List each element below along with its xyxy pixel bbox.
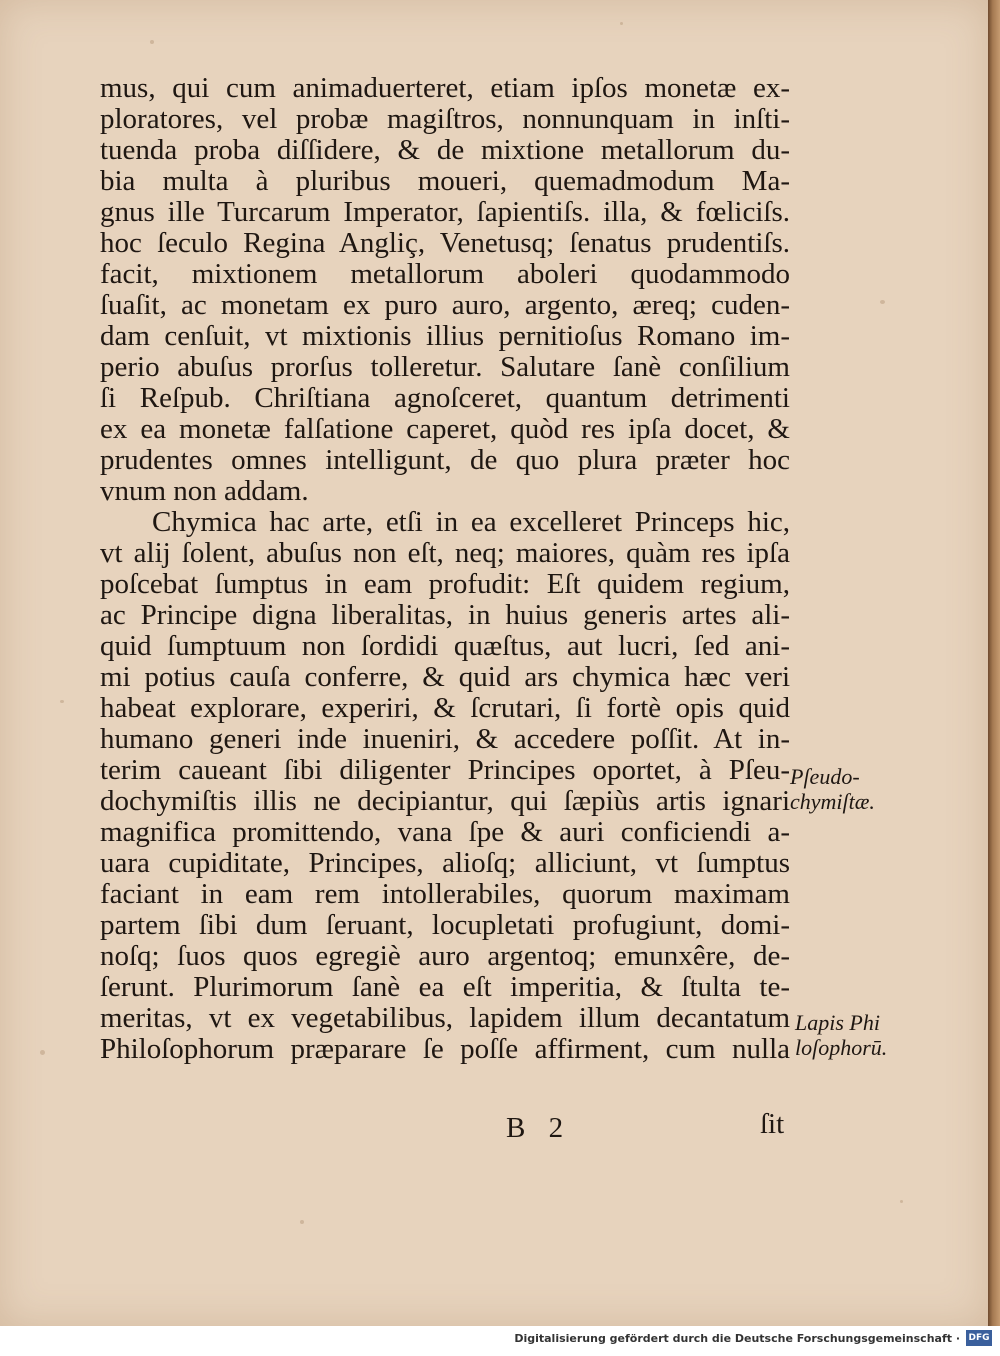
digitization-footer [0,1326,1000,1356]
text-line: meritas, vt ex vegetabilibus, lapidem illum decantatum [100,1002,790,1034]
paper-speck [150,40,154,44]
text-line: ſuaſit, ac monetam ex puro auro, argento, æreq; cuden- [100,289,790,321]
text-line: vt alij ſolent, abuſus non eſt, neq; maiores, quàm res ipſa [100,537,790,569]
text-line: humano generi inde inueniri, & accedere poſſit. At in- [100,723,790,755]
text-line: habeat explorare, experiri, & ſcrutari, ſi fortè opis quid [100,692,790,724]
paragraph-end-line: vnum non addam. [100,475,309,507]
marginal-note-line: loſophorū. [795,1035,888,1060]
paper-speck [620,22,623,25]
marginal-note-line: Pſeudo- [790,764,860,789]
text-line: mi potius cauſa conferre, & quid ars chymica hæc veri [100,661,790,693]
dfg-logo: DFG [966,1330,992,1346]
marginal-note-line: Lapis Phi [795,1010,880,1035]
text-line: quid ſumptuum non ſordidi quæſtus, aut lucri, ſed ani- [100,630,790,662]
text-line: ac Principe digna liberalitas, in huius generis artes ali- [100,599,790,631]
text-line: prudentes omnes intelligunt, de quo plura præter hoc [100,444,790,476]
main-text-block [100,73,790,1065]
paper-speck [900,1200,903,1203]
text-line: bia multa à pluribus moueri, quemadmodum Ma- [100,165,790,197]
text-line: perio abuſus prorſus tolleretur. Salutare ſanè conſilium [100,351,790,383]
text-line: ſi Reſpub. Chriſtiana agnoſceret, quantum detrimenti [100,382,790,414]
text-line: uara cupiditate, Principes, alioſq; alliciunt, vt ſumptus [100,847,790,879]
text-line: noſq; ſuos quos egregiè auro argentoq; emunxêre, de- [100,940,790,972]
paper-speck [880,300,885,304]
text-line: magnifica promittendo, vana ſpe & auri conficiendi a- [100,816,790,848]
text-line: partem ſibi dum ſeruant, locupletati profugiunt, domi- [100,909,790,941]
text-line: mus, qui cum animaduerteret, etiam ipſos monetæ ex- [100,72,790,104]
text-line: dam cenſuit, vt mixtionis illius pernitioſus Romano im- [100,320,790,352]
marginal-note-pseudochymistae [790,764,875,814]
text-line: facit, mixtionem metallorum aboleri quodammodo [100,258,790,290]
text-line: gnus ille Turcarum Imperator, ſapientiſs. illa, & fœliciſs. [100,196,790,228]
paper-speck [300,1220,304,1224]
text-line: dochymiſtis illis ne decipiantur, qui ſæpiùs artis ignari [100,785,790,817]
signature-mark: B 2 [506,1112,572,1144]
paragraph-start-line: Chymica hac arte, etſi in ea excelleret Princeps hic, [152,506,790,538]
text-line: terim caueant ſibi diligenter Principes oportet, à Pſeu- [100,754,790,786]
text-line: hoc ſeculo Regina Angliç, Venetusq; ſenatus prudentiſs. [100,227,790,259]
paper-speck [60,700,64,703]
text-line: Philoſophorum præparare ſe poſſe affirment, cum nulla [100,1033,790,1065]
catchword: ſit [760,1108,785,1140]
marginal-note-lapis-philosophorum [795,1010,887,1060]
text-line: ploratores, vel probæ magiſtros, nonnunquam in inſti- [100,103,790,135]
marginal-note-line: chymiſtæ. [790,789,875,814]
funding-credit: Digitalisierung gefördert durch die Deutsche Forschungsgemeinschaft · [514,1332,960,1345]
text-line: tuenda proba diſſidere, & de mixtione metallorum du- [100,134,790,166]
book-spine-edge [988,0,1000,1326]
text-line: faciant in eam rem intollerabiles, quorum maximam [100,878,790,910]
text-line: poſcebat ſumptus in eam profudit: Eſt quidem regium, [100,568,790,600]
text-line: ſerunt. Plurimorum ſanè ea eſt imperitia, & ſtulta te- [100,971,790,1003]
paper-speck [40,1050,45,1055]
text-line: ex ea monetæ falſatione caperet, quòd res ipſa docet, & [100,413,790,445]
